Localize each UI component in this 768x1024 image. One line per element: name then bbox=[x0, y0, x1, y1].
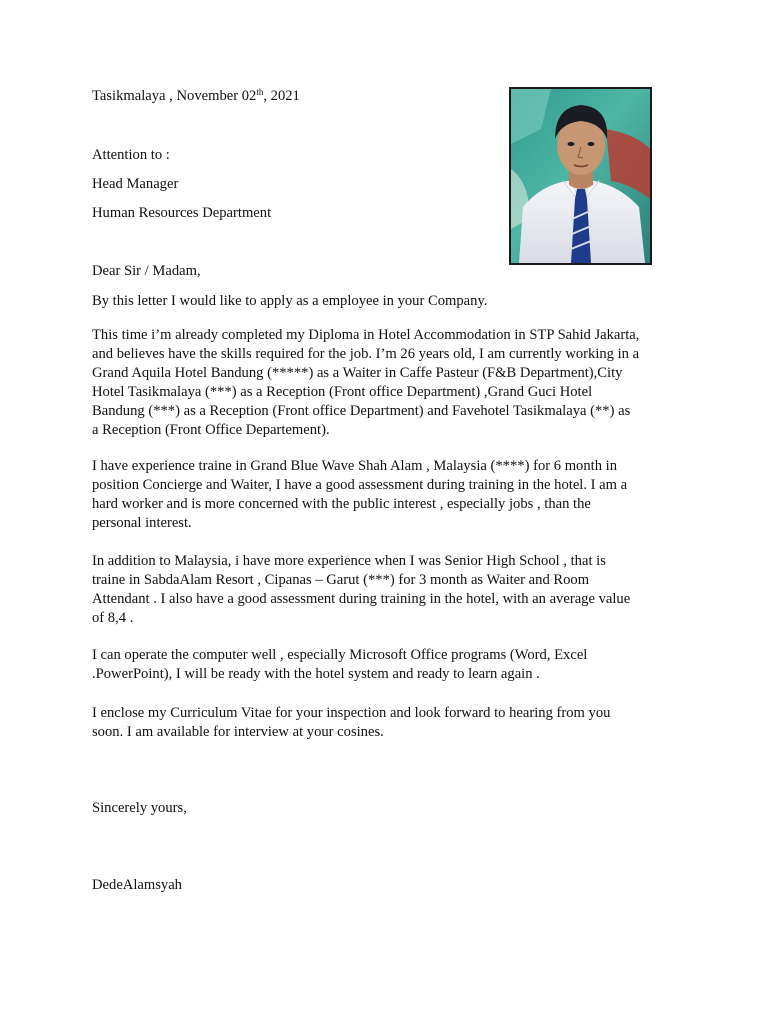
paragraph-line: traine in SabdaAlam Resort , Cipanas – Garut (***) for 3 month as Waiter and Room bbox=[92, 572, 590, 588]
paragraph-line: Bandung (***) as a Reception (Front office Department) and Favehotel Tasikmalaya (**) as bbox=[92, 403, 631, 419]
place-date-sup: th bbox=[256, 87, 264, 97]
paragraph-line: In addition to Malaysia, i have more experience when I was Senior High School , that is bbox=[92, 553, 606, 569]
place-date-prefix: Tasikmalaya , November 02 bbox=[92, 88, 257, 104]
paragraph-line: Attendant . I also have a good assessment during training in the hotel, with an average value bbox=[92, 591, 631, 607]
paragraph-line: position Concierge and Waiter, I have a good assessment during training in the hotel. I am a bbox=[92, 477, 628, 493]
recipient-title: Head Manager bbox=[92, 176, 179, 192]
paragraph-line: I enclose my Curriculum Vitae for your inspection and look forward to hearing from you bbox=[92, 705, 611, 721]
paragraph-line: Grand Aquila Hotel Bandung (*****) as a Waiter in Caffe Pasteur (F&B Department),City bbox=[92, 365, 623, 381]
applicant-photo-drawing bbox=[511, 89, 650, 263]
recipient-department: Human Resources Department bbox=[92, 205, 272, 221]
paragraph-education-work bbox=[92, 326, 684, 440]
signature-name: DedeAlamsyah bbox=[92, 877, 182, 893]
paragraph-line: and believes have the skills required for the job. I’m 26 years old, I am currently working in a bbox=[92, 346, 640, 362]
paragraph-line: personal interest. bbox=[92, 515, 192, 531]
paragraph-line: .PowerPoint), I will be ready with the hotel system and ready to learn again . bbox=[92, 666, 540, 682]
paragraph-line: a Reception (Front Office Departement). bbox=[92, 422, 330, 438]
applicant-photo bbox=[509, 87, 652, 265]
paragraph-line: hard worker and is more concerned with the public interest , especially jobs , than the bbox=[92, 496, 591, 512]
paragraph-line: I have experience traine in Grand Blue Wave Shah Alam , Malaysia (****) for 6 month in bbox=[92, 458, 617, 474]
paragraph-high-school bbox=[92, 552, 684, 628]
paragraph-line: I can operate the computer well , especially Microsoft Office programs (Word, Excel bbox=[92, 647, 588, 663]
paragraph-enclosure bbox=[92, 704, 684, 742]
paragraph-line: of 8,4 . bbox=[92, 610, 134, 626]
place-date-suffix: , 2021 bbox=[263, 88, 300, 104]
paragraph-computer-skills bbox=[92, 646, 684, 684]
paragraph-line: Hotel Tasikmalaya (***) as a Reception (Front office Department) ,Grand Guci Hotel bbox=[92, 384, 593, 400]
closing: Sincerely yours, bbox=[92, 800, 187, 816]
paragraph-line: soon. I am available for interview at your cosines. bbox=[92, 724, 384, 740]
intro-line: By this letter I would like to apply as a employee in your Company. bbox=[92, 293, 488, 309]
salutation: Dear Sir / Madam, bbox=[92, 263, 201, 279]
attention-line: Attention to : bbox=[92, 147, 170, 163]
paragraph-experience-malaysia bbox=[92, 457, 684, 533]
place-date bbox=[92, 87, 300, 106]
paragraph-line: This time i’m already completed my Diploma in Hotel Accommodation in STP Sahid Jakarta, bbox=[92, 327, 640, 343]
